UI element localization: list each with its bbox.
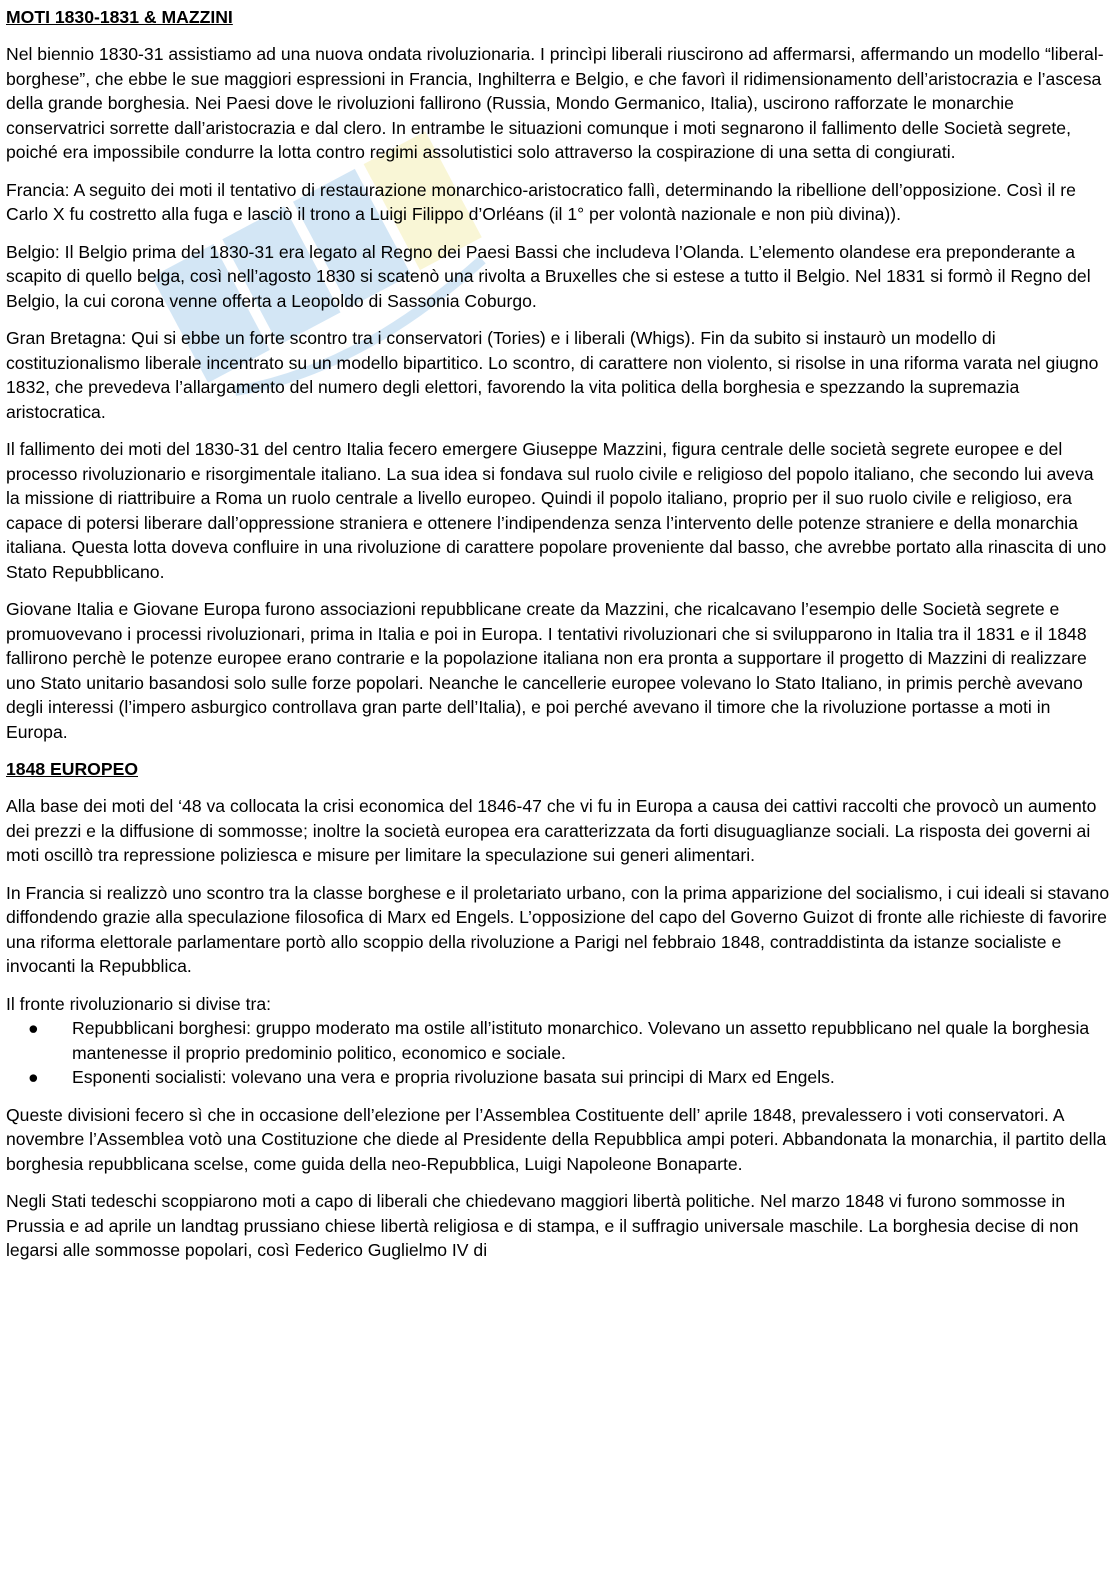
- paragraph: Negli Stati tedeschi scoppiarono moti a capo di liberali che chiedevano maggiori libertà politiche. Nel marzo 1848 vi furono sommosse in Prussia e ad aprile un landtag prussiano chiese libertà religiosa e di stampa, e il suffragio universale maschile. La borghesia decise di non legarsi alle sommosse popolari, così Federico Guglielmo IV di: [6, 1191, 1079, 1260]
- paragraph: Giovane Italia e Giovane Europa furono associazioni repubblicane create da Mazzini, che ricalcavano l’esempio delle Società segrete e promuovevano i processi rivoluzionari, prima in Italia e poi in Europa. I tentativi rivoluzionari che si svilupparono in Italia tra il 1831 e il 1848 fallirono perchè le potenze europee erano contrarie e la popolazione italiana non era pronta a supportare il progetto di Mazzini di realizzare uno Stato unitario basandosi solo sulle forze popolari. Neanche le cancellerie europee volevano lo Stato Italiano, in primis perchè avevano degli interessi (l’impero asburgico controllava gran parte dell’Italia), e poi perché avevano il timore che la rivoluzione portasse a moti in Europa.: [6, 599, 1087, 742]
- bullet-list: [6, 1016, 1112, 1090]
- paragraph: In Francia si realizzò uno scontro tra la classe borghese e il proletariato urbano, con la prima apparizione del socialismo, i cui ideali si stavano diffondendo grazie alla speculazione filosofica di Marx ed Engels. L’opposizione del capo del Governo Guizot di fronte alle richieste di favorire una riforma elettorale parlamentare portò allo scoppio della rivoluzione a Parigi nel febbraio 1848, contraddistinta da istanze socialiste e invocanti la Repubblica.: [6, 882, 1110, 976]
- list-item-text: Repubblicani borghesi: gruppo moderato ma ostile all’istituto monarchico. Volevano un assetto repubblicano nel quale la borghesia mantenesse il proprio predominio politico, economico e sociale.: [72, 1018, 1090, 1063]
- list-item: [6, 1016, 1112, 1065]
- bullet-icon: ●: [28, 1067, 39, 1087]
- section-title-moti-1830: MOTI 1830-1831 & MAZZINI: [6, 7, 233, 27]
- paragraph: Alla base dei moti del ‘48 va collocata la crisi economica del 1846-47 che vi fu in Europa a causa dei cattivi raccolti che provocò un aumento dei prezzi e la diffusione di sommosse; inoltre la società europea era caratterizzata da forti disuguaglianze sociali. La risposta dei governi ai moti oscillò tra repressione poliziesca e misure per limitare la speculazione sui generi alimentari.: [6, 796, 1097, 865]
- paragraph: Gran Bretagna: Qui si ebbe un forte scontro tra i conservatori (Tories) e i liberali (Whigs). Fin da subito si instaurò un modello di costituzionalismo liberale incentrato su un modello bipartitico. Lo scontro, di carattere non violento, si risolse in una riforma varata nel giugno 1832, che prevedeva l’allargamento del numero degli elettori, favorendo la vita politica della borghesia e spezzando la supremazia aristocratica.: [6, 328, 1099, 422]
- paragraph: Francia: A seguito dei moti il tentativo di restaurazione monarchico-aristocratico fallì, determinando la ribellione dell’opposizione. Così il re Carlo X fu costretto alla fuga e lasciò il trono a Luigi Filippo d’Orléans (il 1° per volontà nazionale e non più divina)).: [6, 179, 1076, 224]
- list-item: [6, 1065, 1112, 1090]
- paragraph: Nel biennio 1830-31 assistiamo ad una nuova ondata rivoluzionaria. I princìpi liberali riuscirono ad affermarsi, affermando un modello “liberal-borghese”, che ebbe le sue maggiori espressioni in Francia, Inghilterra e Belgio, e che favorì il ridimensionamento dell’aristocrazia e l’ascesa della grande borghesia. Nei Paesi dove le rivoluzioni fallirono (Russia, Mondo Germanico, Italia), uscirono rafforzate le monarchie conservatrici sorrette dall’aristocrazia e dal clero. In entrambe le situazioni comunque i moti segnarono il fallimento delle Società segrete, poiché era impossibile condurre la lotta contro regimi assolutistici solo attraverso la cospirazione di una setta di congiurati.: [6, 44, 1104, 162]
- list-intro: Il fronte rivoluzionario si divise tra:: [6, 993, 271, 1014]
- paragraph: Belgio: Il Belgio prima del 1830-31 era legato al Regno dei Paesi Bassi che includeva l’Olanda. L’elemento olandese era preponderante a scapito di quello belga, così nell’agosto 1830 si scatenò una rivolta a Bruxelles che si estese a tutto il Belgio. Nel 1831 si formò il Regno del Belgio, la cui corona venne offerta a Leopoldo di Sassonia Coburgo.: [6, 241, 1091, 311]
- bullet-icon: ●: [28, 1018, 39, 1038]
- section-title-1848: 1848 EUROPEO: [6, 759, 139, 779]
- paragraph: Il fallimento dei moti del 1830-31 del centro Italia fecero emergere Giuseppe Mazzini, figura centrale delle società segrete europee e del processo rivoluzionario e risorgimentale italiano. La sua idea si fondava sul ruolo civile e religioso del popolo italiano, che secondo lui aveva la missione di riattribuire a Roma un ruolo centrale a livello europeo. Quindi il popolo italiano, proprio per il suo ruolo civile e religioso, era capace di potersi liberare dall’oppressione straniera e ottenere l’indipendenza senza l’intervento delle potenze straniere e della monarchia italiana. Questa lotta doveva confluire in una rivoluzione di carattere popolare proveniente dal basso, che avrebbe portato alla rinascita di uno Stato Repubblicano.: [6, 439, 1107, 582]
- paragraph: Queste divisioni fecero sì che in occasione dell’elezione per l’Assemblea Costituente dell’ aprile 1848, prevalessero i voti conservatori. A novembre l’Assemblea votò una Costituzione che diede al Presidente della Repubblica ampi poteri. Abbandonata la monarchia, il partito della borghesia repubblicana scelse, come guida della neo-Repubblica, Luigi Napoleone Bonaparte.: [6, 1104, 1107, 1174]
- list-item-text: Esponenti socialisti: volevano una vera e propria rivoluzione basata sui principi di Marx ed Engels.: [72, 1067, 835, 1087]
